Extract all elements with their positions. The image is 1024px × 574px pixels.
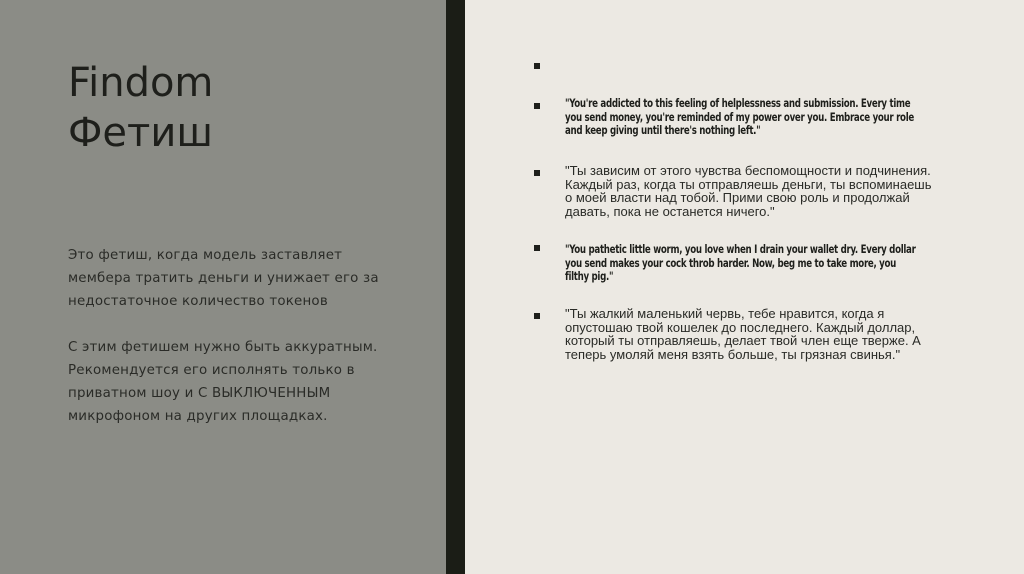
quote-english-2 bbox=[565, 243, 926, 284]
description-line: мембера тратить деньги и унижает его за bbox=[68, 271, 379, 286]
slide-title bbox=[68, 58, 428, 158]
quote-line: you send money, you're reminded of my power over you. Embrace your role bbox=[565, 110, 914, 124]
description-line: микрофоном на других площадках. bbox=[68, 409, 328, 424]
title-line-1: Findom bbox=[68, 60, 214, 106]
description-line: Рекомендуется его исполнять только в bbox=[68, 363, 355, 378]
title-line-2: Фетиш bbox=[68, 110, 213, 156]
quote-line: о моей власти над тобой. Прими свою роль и продолжай bbox=[565, 190, 910, 206]
quote-line: and keep giving until there's nothing left." bbox=[565, 124, 761, 137]
description-line: С этим фетишем нужно быть аккуратным. bbox=[68, 340, 378, 355]
quote-line: давать, пока не останется ничего." bbox=[565, 204, 775, 220]
quote-line: теперь умоляй меня взять больше, ты грязная свинья." bbox=[565, 347, 901, 363]
quote-line: который ты отправляешь, делает твой член еще тверже. А bbox=[565, 333, 921, 349]
description-paragraph-2 bbox=[68, 336, 418, 428]
bullet-marker bbox=[534, 170, 540, 176]
right-panel bbox=[465, 0, 1024, 574]
description-line: приватном шоу и С ВЫКЛЮЧЕННЫМ bbox=[68, 386, 331, 401]
quote-line: Каждый раз, когда ты отправляешь деньги, ты вспоминаешь bbox=[565, 176, 932, 192]
quote-line: "You're addicted to this feeling of helplessness and submission. Every time bbox=[565, 97, 911, 110]
quote-line: you send makes your cock throb harder. Now, beg me to take more, you bbox=[565, 256, 897, 270]
description-paragraph-1 bbox=[68, 244, 418, 313]
quote-english-1 bbox=[565, 97, 926, 138]
vertical-divider bbox=[446, 0, 465, 574]
quote-line: filthy pig." bbox=[565, 270, 614, 283]
description-text bbox=[68, 244, 418, 451]
quote-line: "Ты жалкий маленький червь, тебе нравится, когда я bbox=[565, 306, 885, 321]
quote-russian-2 bbox=[565, 307, 985, 362]
bullet-marker bbox=[534, 313, 540, 319]
quote-russian-1 bbox=[565, 164, 985, 219]
description-line: недостаточное количество токенов bbox=[68, 294, 328, 309]
quote-line: опустошаю твой кошелек до последнего. Каждый доллар, bbox=[565, 319, 916, 335]
description-line: Это фетиш, когда модель заставляет bbox=[68, 248, 343, 263]
bullet-marker bbox=[534, 245, 540, 251]
quote-line: "Ты зависим от этого чувства беспомощности и подчинения. bbox=[565, 163, 931, 178]
empty-bullet-marker bbox=[534, 63, 540, 69]
bullet-marker bbox=[534, 103, 540, 109]
quote-line: "You pathetic little worm, you love when I drain your wallet dry. Every dollar bbox=[565, 243, 916, 256]
